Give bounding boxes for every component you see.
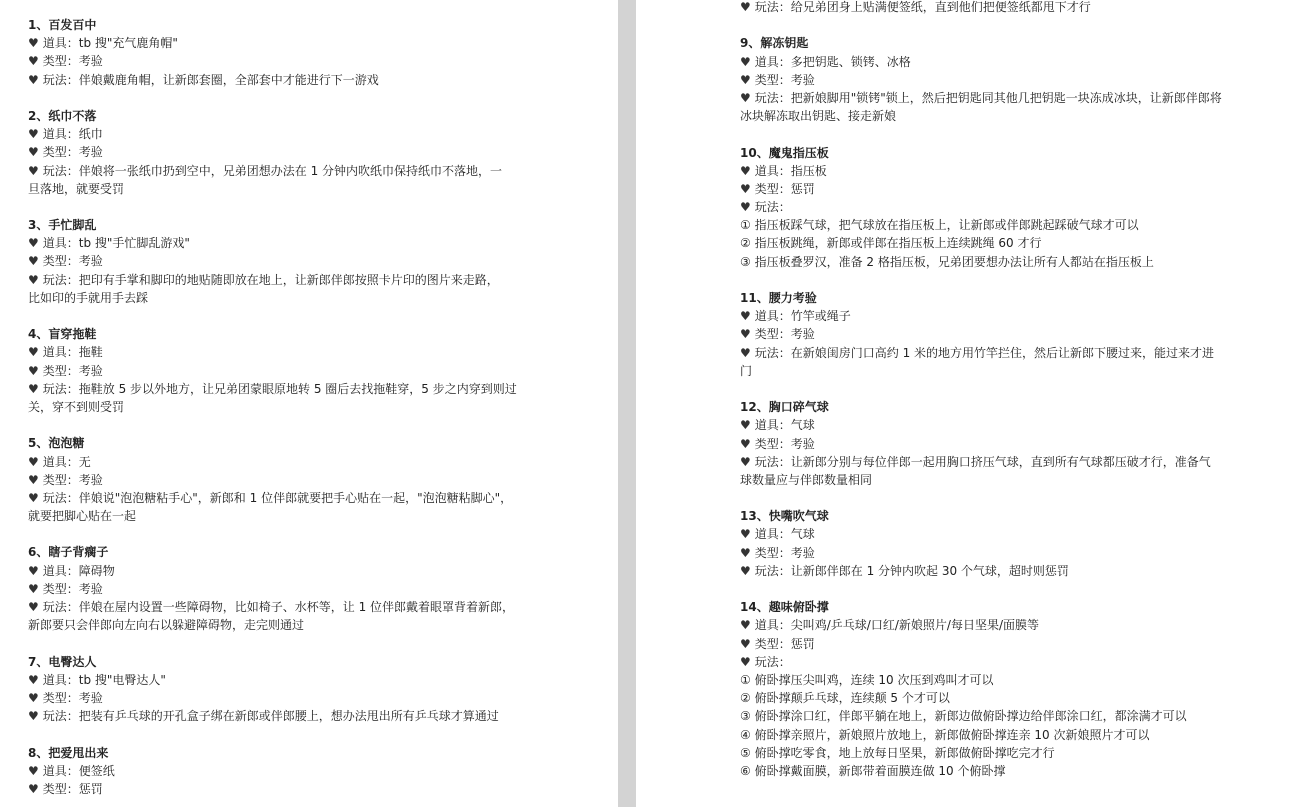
heart-icon: ♥ <box>740 618 751 633</box>
numbered-item <box>740 707 1230 725</box>
text-column-left <box>28 16 528 798</box>
section-title: 腰力考验 <box>768 291 817 305</box>
bullet-line <box>28 143 528 161</box>
bullet-line <box>740 162 1230 180</box>
heart-icon: ♥ <box>28 563 39 578</box>
numbered-item <box>740 671 1230 689</box>
bullet-line <box>28 71 528 89</box>
game-section <box>28 653 528 744</box>
line-text: 道具：纸巾 <box>42 127 103 142</box>
line-text: ② 俯卧撑颠乒乓球，连续颠 5 个才可以 <box>740 691 950 706</box>
game-section <box>28 543 528 652</box>
section-number: 5、 <box>28 436 49 451</box>
line-text: ④ 俯卧撑亲照片，新娘照片放地上，新郎做俯卧撑连亲 10 次新娘照片才可以 <box>740 727 1150 742</box>
section-spacer <box>28 307 528 325</box>
bullet-line <box>28 453 528 471</box>
section-title: 百发百中 <box>48 18 97 32</box>
line-text: 类型：考验 <box>754 545 815 560</box>
numbered-item <box>740 689 1230 707</box>
section-number: 2、 <box>28 108 49 123</box>
bullet-line <box>740 616 1230 634</box>
section-title: 泡泡糖 <box>48 436 85 451</box>
line-text: 玩法： <box>754 200 791 215</box>
heart-icon: ♥ <box>28 145 39 160</box>
line-text: 就要把脚心贴在一起 <box>28 509 137 524</box>
section-spacer <box>28 89 528 107</box>
document-page-left <box>0 0 618 807</box>
bullet-line <box>740 653 1230 671</box>
continuation-line <box>740 362 1230 380</box>
heart-icon: ♥ <box>28 254 39 269</box>
game-section <box>28 216 528 325</box>
game-section <box>740 598 1230 780</box>
heart-icon: ♥ <box>740 0 751 14</box>
heart-icon: ♥ <box>28 672 39 687</box>
bullet-line <box>740 180 1230 198</box>
heart-icon: ♥ <box>740 436 751 451</box>
heart-icon: ♥ <box>740 345 751 360</box>
game-section <box>28 325 528 434</box>
numbered-item <box>740 762 1230 780</box>
section-title: 手忙脚乱 <box>48 218 97 233</box>
section-number: 14、 <box>740 600 769 615</box>
section-title: 魔鬼指压板 <box>768 145 829 160</box>
line-text: 类型：考验 <box>42 54 103 69</box>
bullet-line <box>28 162 528 180</box>
line-text: 道具：拖鞋 <box>42 345 103 360</box>
section-heading <box>28 325 528 343</box>
heart-icon: ♥ <box>28 490 39 505</box>
line-text: 玩法：伴娘将一张纸巾扔到空中，兄弟团想办法在 1 分钟内吹纸巾保持纸巾不落地，一 <box>42 163 503 178</box>
line-text: 道具：气球 <box>754 527 815 542</box>
continuation-line <box>28 616 528 634</box>
bullet-line <box>740 344 1230 362</box>
heart-icon: ♥ <box>28 381 39 396</box>
section-number: 8、 <box>28 745 49 760</box>
line-text: 道具：tb 搜"电臀达人" <box>42 672 166 687</box>
section-spacer <box>28 725 528 743</box>
bullet-line <box>740 71 1230 89</box>
line-text: 道具：指压板 <box>754 163 827 178</box>
bullet-line <box>740 89 1230 107</box>
section-heading <box>28 216 528 234</box>
section-heading <box>28 434 528 452</box>
line-text: 玩法：给兄弟团身上贴满便签纸，直到他们把便签纸都甩下才行 <box>754 0 1091 14</box>
game-section <box>740 144 1230 290</box>
section-number: 9、 <box>740 36 761 51</box>
section-heading <box>740 598 1230 616</box>
bullet-line <box>28 762 528 780</box>
bullet-line <box>740 562 1230 580</box>
bullet-line <box>28 252 528 270</box>
bullet-line <box>740 544 1230 562</box>
heart-icon: ♥ <box>740 454 751 469</box>
bullet-line <box>740 453 1230 471</box>
heart-icon: ♥ <box>28 36 39 51</box>
heart-icon: ♥ <box>28 690 39 705</box>
bullet-line <box>740 325 1230 343</box>
section-heading <box>28 543 528 561</box>
section-number: 13、 <box>740 509 769 524</box>
game-section <box>740 289 1230 398</box>
section-heading <box>740 398 1230 416</box>
bullet-line <box>740 525 1230 543</box>
line-text: 玩法： <box>754 654 791 669</box>
game-section <box>28 16 528 107</box>
game-section <box>740 398 1230 507</box>
heart-icon: ♥ <box>740 527 751 542</box>
section-number: 12、 <box>740 400 769 415</box>
heart-icon: ♥ <box>28 236 39 251</box>
line-text: 关，穿不到则受罚 <box>28 399 125 414</box>
bullet-line <box>740 53 1230 71</box>
section-heading <box>28 744 528 762</box>
line-text: 类型：惩罚 <box>754 181 815 196</box>
heart-icon: ♥ <box>28 600 39 614</box>
line-text: 玩法：拖鞋放 5 步以外地方，让兄弟团蒙眼原地转 5 圈后去找拖鞋穿，5 步之内穿到则过 <box>42 381 517 396</box>
game-section <box>28 434 528 543</box>
section-title: 解冻钥匙 <box>760 36 809 51</box>
bullet-line <box>28 271 528 289</box>
bullet-line <box>740 416 1230 434</box>
line-text: 道具：竹竿或绳子 <box>754 309 851 324</box>
line-text: 玩法：让新郎分别与每位伴郎一起用胸口挤压气球，直到所有气球都压破才行，准备气 <box>754 454 1211 469</box>
line-text: 类型：考验 <box>42 472 103 487</box>
heart-icon: ♥ <box>28 363 39 378</box>
section-title: 快嘴吹气球 <box>768 509 829 524</box>
bullet-line <box>740 435 1230 453</box>
heart-icon: ♥ <box>28 54 39 69</box>
line-text: 旦落地，就要受罚 <box>28 181 125 196</box>
section-heading <box>740 144 1230 162</box>
continuation-line <box>28 180 528 198</box>
line-text: 玩法：伴娘戴鹿角帽，让新郎套圈，全部套中才能进行下一游戏 <box>42 72 379 87</box>
game-section <box>740 0 1230 34</box>
section-spacer <box>740 580 1230 598</box>
line-text: 玩法：伴娘说"泡泡糖粘手心"，新郎和 1 位伴郎就要把手心贴在一起，"泡泡糖粘脚心"， <box>42 490 513 505</box>
line-text: 类型：考验 <box>754 327 815 342</box>
section-title: 纸巾不落 <box>48 108 97 123</box>
section-number: 4、 <box>28 327 49 342</box>
line-text: ③ 俯卧撑涂口红，伴郎平躺在地上，新郎边做俯卧撑边给伴郎涂口红，都涂满才可以 <box>740 709 1187 724</box>
heart-icon: ♥ <box>28 709 39 724</box>
bullet-line <box>28 234 528 252</box>
line-text: ① 指压板踩气球，把气球放在指压板上，让新郎或伴郎跳起踩破气球才可以 <box>740 218 1139 233</box>
text-column-right <box>740 0 1230 780</box>
heart-icon: ♥ <box>740 163 751 178</box>
line-text: 玩法：让新郎伴郎在 1 分钟内吹起 30 个气球，超时则惩罚 <box>754 563 1069 578</box>
line-text: 类型：考验 <box>42 581 103 596</box>
bullet-line <box>28 689 528 707</box>
game-section <box>740 507 1230 598</box>
section-title: 电臀达人 <box>48 654 97 669</box>
section-number: 11、 <box>740 291 769 305</box>
line-text: 玩法：把印有手掌和脚印的地贴随即放在地上，让新郎伴郎按照卡片印的图片来走路， <box>42 272 499 287</box>
bullet-line <box>28 52 528 70</box>
line-text: ⑤ 俯卧撑吃零食，地上放每日坚果，新郎做俯卧撑吃完才行 <box>740 745 1055 760</box>
heart-icon: ♥ <box>740 418 751 433</box>
line-text: 类型：考验 <box>42 254 103 269</box>
heart-icon: ♥ <box>740 54 751 69</box>
bullet-line <box>28 471 528 489</box>
section-spacer <box>28 416 528 434</box>
continuation-line <box>28 507 528 525</box>
bullet-line <box>28 362 528 380</box>
page-divider <box>618 0 636 807</box>
heart-icon: ♥ <box>740 327 751 342</box>
section-heading <box>740 289 1230 307</box>
numbered-item <box>740 216 1230 234</box>
line-text: 玩法：把装有乒乓球的开孔盒子绑在新郎或伴郎腰上，想办法甩出所有乒乓球才算通过 <box>42 709 499 724</box>
section-spacer <box>28 525 528 543</box>
game-section <box>28 107 528 216</box>
continuation-line <box>740 471 1230 489</box>
section-number: 7、 <box>28 654 49 669</box>
line-text: 比如印的手就用手去踩 <box>28 290 149 305</box>
heart-icon: ♥ <box>28 163 39 178</box>
section-spacer <box>740 125 1230 143</box>
line-text: 玩法：伴娘在屋内设置一些障碍物，比如椅子、水杯等，让 1 位伴郎戴着眼罩背着新郎， <box>42 600 515 614</box>
line-text: 道具：tb 搜"手忙脚乱游戏" <box>42 236 190 251</box>
line-text: 玩法：在新娘闺房门口高约 1 米的地方用竹竿拦住，然后让新郎下腰过来，能过来才进 <box>754 345 1215 360</box>
line-text: 门 <box>740 363 753 378</box>
line-text: ③ 指压板叠罗汉，准备 2 格指压板，兄弟团要想办法让所有人都站在指压板上 <box>740 254 1154 269</box>
section-title: 胸口碎气球 <box>768 400 829 415</box>
continuation-line <box>740 107 1230 125</box>
line-text: 道具：tb 搜"充气鹿角帽" <box>42 36 178 51</box>
heart-icon: ♥ <box>740 654 751 669</box>
line-text: 新郎要只会伴郎向左向右以躲避障碍物，走完则通过 <box>28 618 305 633</box>
bullet-line <box>28 671 528 689</box>
heart-icon: ♥ <box>740 90 751 105</box>
section-number: 1、 <box>28 18 49 32</box>
document-page-right <box>636 0 1300 807</box>
line-text: 冰块解冻取出钥匙、接走新娘 <box>740 109 897 124</box>
section-title: 把爱甩出来 <box>48 745 109 760</box>
section-heading <box>28 653 528 671</box>
bullet-line <box>740 198 1230 216</box>
heart-icon: ♥ <box>740 545 751 560</box>
line-text: ⑥ 俯卧撑戴面膜，新郎带着面膜连做 10 个俯卧撑 <box>740 763 1006 778</box>
heart-icon: ♥ <box>740 563 751 578</box>
line-text: 类型：考验 <box>42 363 103 378</box>
heart-icon: ♥ <box>28 345 39 360</box>
numbered-item <box>740 253 1230 271</box>
game-section <box>28 744 528 799</box>
heart-icon: ♥ <box>740 636 751 651</box>
numbered-item <box>740 234 1230 252</box>
heart-icon: ♥ <box>740 309 751 324</box>
bullet-line <box>28 380 528 398</box>
line-text: 类型：考验 <box>42 145 103 160</box>
line-text: 类型：惩罚 <box>754 636 815 651</box>
bullet-line <box>740 307 1230 325</box>
section-title: 瞎子背瘸子 <box>48 545 109 560</box>
heart-icon: ♥ <box>740 72 751 87</box>
bullet-line <box>740 0 1230 16</box>
line-text: 道具：气球 <box>754 418 815 433</box>
section-title: 盲穿拖鞋 <box>48 327 97 342</box>
heart-icon: ♥ <box>28 72 39 87</box>
line-text: 道具：障碍物 <box>42 563 115 578</box>
section-heading <box>28 16 528 34</box>
section-number: 10、 <box>740 145 769 160</box>
heart-icon: ♥ <box>28 581 39 596</box>
heart-icon: ♥ <box>28 763 39 778</box>
line-text: ① 俯卧撑压尖叫鸡，连续 10 次压到鸡叫才可以 <box>740 672 994 687</box>
bullet-line <box>28 489 528 507</box>
line-text: 球数量应与伴郎数量相同 <box>740 472 873 487</box>
bullet-line <box>740 635 1230 653</box>
numbered-item <box>740 726 1230 744</box>
section-heading <box>28 107 528 125</box>
section-spacer <box>740 380 1230 398</box>
line-text: 类型：考验 <box>754 436 815 451</box>
heart-icon: ♥ <box>740 200 751 215</box>
bullet-line <box>28 598 528 616</box>
section-spacer <box>740 271 1230 289</box>
heart-icon: ♥ <box>28 454 39 469</box>
numbered-item <box>740 744 1230 762</box>
line-text: 类型：考验 <box>754 72 815 87</box>
line-text: 道具：无 <box>42 454 91 469</box>
line-text: 道具：尖叫鸡/乒乓球/口红/新娘照片/每日坚果/面膜等 <box>754 618 1039 633</box>
bullet-line <box>28 780 528 798</box>
line-text: 类型：考验 <box>42 690 103 705</box>
section-spacer <box>740 489 1230 507</box>
bullet-line <box>28 34 528 52</box>
heart-icon: ♥ <box>740 181 751 196</box>
heart-icon: ♥ <box>28 472 39 487</box>
line-text: ② 指压板跳绳，新郎或伴郎在指压板上连续跳绳 60 才行 <box>740 236 1042 251</box>
section-number: 3、 <box>28 218 49 233</box>
line-text: 道具：便签纸 <box>42 763 115 778</box>
section-heading <box>740 34 1230 52</box>
game-section <box>740 34 1230 143</box>
bullet-line <box>28 707 528 725</box>
section-spacer <box>28 634 528 652</box>
heart-icon: ♥ <box>28 781 39 796</box>
bullet-line <box>28 343 528 361</box>
line-text: 类型：惩罚 <box>42 781 103 796</box>
heart-icon: ♥ <box>28 272 39 287</box>
section-spacer <box>740 16 1230 34</box>
continuation-line <box>28 398 528 416</box>
section-heading <box>740 507 1230 525</box>
heart-icon: ♥ <box>28 127 39 142</box>
continuation-line <box>28 289 528 307</box>
line-text: 道具：多把钥匙、锁铐、冰格 <box>754 54 911 69</box>
line-text: 玩法：把新娘脚用"锁铐"锁上，然后把钥匙同其他几把钥匙一块冻成冰块，让新郎伴郎将 <box>754 90 1222 105</box>
bullet-line <box>28 580 528 598</box>
section-spacer <box>28 198 528 216</box>
section-number: 6、 <box>28 545 49 560</box>
section-title: 趣味俯卧撑 <box>768 600 829 615</box>
bullet-line <box>28 125 528 143</box>
bullet-line <box>28 562 528 580</box>
